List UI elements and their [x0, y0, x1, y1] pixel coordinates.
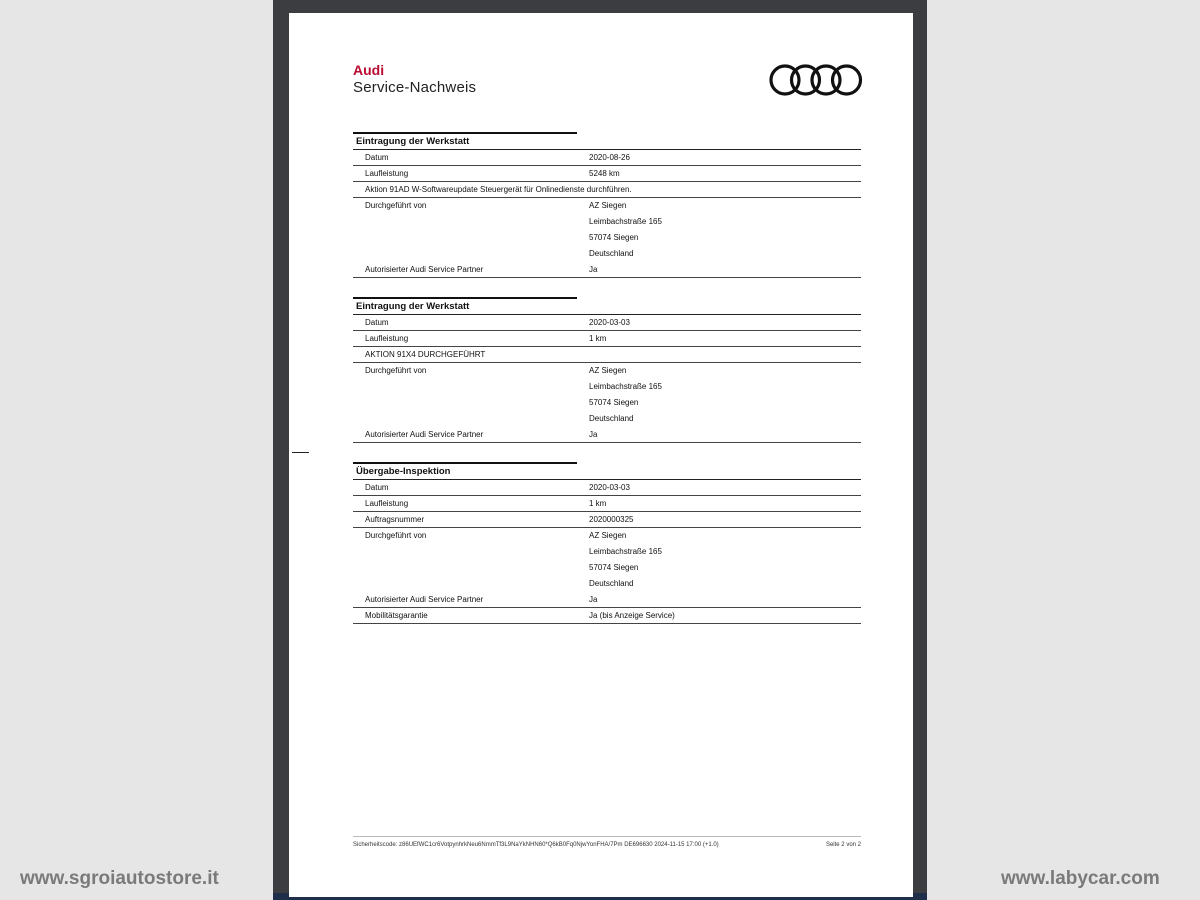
work-note: AKTION 91X4 DURCHGEFÜHRT — [365, 350, 486, 359]
date-value: 2020-08-26 — [589, 153, 630, 162]
mileage-row — [353, 496, 861, 512]
partner-row — [353, 427, 861, 443]
partner-row — [353, 592, 861, 608]
mileage-value: 5248 km — [589, 169, 620, 178]
address-row — [353, 230, 861, 246]
order-number-row — [353, 512, 861, 528]
mobility-guarantee-value: Ja (bis Anzeige Service) — [589, 611, 675, 620]
date-row — [353, 150, 861, 166]
page-footer — [353, 836, 861, 848]
mobility-guarantee-label: Mobilitätsgarantie — [365, 611, 428, 620]
service-entry-1 — [353, 132, 861, 278]
security-code: Sicherheitscode: z86UEfWC1cr6VotpynhrkNeu6NmmTf3L9NaYkNHN60*Q6kB0Fq0NjwYonFHA/7Pm DE696630 2024-11-15 17:00 (+1.0) — [353, 842, 719, 848]
workshop-country: Deutschland — [589, 579, 634, 588]
workshop-name: AZ Siegen — [589, 531, 627, 540]
workshop-city: 57074 Siegen — [589, 398, 639, 407]
partner-value: Ja — [589, 265, 598, 274]
workshop-country: Deutschland — [589, 249, 634, 258]
date-row — [353, 480, 861, 496]
partner-value: Ja — [589, 595, 598, 604]
work-note: Aktion 91AD W-Softwareupdate Steuergerät für Onlinedienste durchführen. — [365, 185, 632, 194]
address-row — [353, 379, 861, 395]
handover-inspection — [353, 462, 861, 624]
address-row — [353, 395, 861, 411]
address-row — [353, 246, 861, 262]
mileage-value: 1 km — [589, 499, 607, 508]
address-row — [353, 560, 861, 576]
mobility-guarantee-row — [353, 608, 861, 624]
partner-label: Autorisierter Audi Service Partner — [365, 430, 484, 439]
mileage-row — [353, 166, 861, 182]
mileage-value: 1 km — [589, 334, 607, 343]
audi-rings-icon — [769, 62, 863, 98]
date-value: 2020-03-03 — [589, 483, 630, 492]
partner-label: Autorisierter Audi Service Partner — [365, 265, 484, 274]
date-value: 2020-03-03 — [589, 318, 630, 327]
date-label: Datum — [365, 153, 389, 162]
address-row — [353, 544, 861, 560]
section-title: Übergabe-Inspektion — [353, 464, 861, 480]
work-note-row — [353, 182, 861, 198]
performed-by-row — [353, 198, 861, 214]
address-row — [353, 214, 861, 230]
order-number-value: 2020000325 — [589, 515, 634, 524]
performed-by-row — [353, 363, 861, 379]
margin-mark — [292, 452, 309, 453]
workshop-street: Leimbachstraße 165 — [589, 547, 662, 556]
brand-name: Audi — [353, 62, 385, 78]
document-page — [289, 13, 913, 897]
address-row — [353, 411, 861, 427]
watermark-left: www.sgroiautostore.it — [20, 868, 219, 889]
order-number-label: Auftragsnummer — [365, 515, 425, 524]
section-title: Eintragung der Werkstatt — [353, 299, 861, 315]
watermark-right: www.labycar.com — [1001, 868, 1160, 889]
partner-label: Autorisierter Audi Service Partner — [365, 595, 484, 604]
workshop-country: Deutschland — [589, 414, 634, 423]
workshop-city: 57074 Siegen — [589, 563, 639, 572]
section-title: Eintragung der Werkstatt — [353, 134, 861, 150]
workshop-city: 57074 Siegen — [589, 233, 639, 242]
date-row — [353, 315, 861, 331]
service-entry-2 — [353, 297, 861, 443]
address-row — [353, 576, 861, 592]
partner-value: Ja — [589, 430, 598, 439]
mileage-label: Laufleistung — [365, 499, 409, 508]
performed-by-label: Durchgeführt von — [365, 531, 427, 540]
work-note-row — [353, 347, 861, 363]
workshop-street: Leimbachstraße 165 — [589, 382, 662, 391]
mileage-label: Laufleistung — [365, 334, 409, 343]
workshop-name: AZ Siegen — [589, 201, 627, 210]
mileage-row — [353, 331, 861, 347]
date-label: Datum — [365, 318, 389, 327]
performed-by-label: Durchgeführt von — [365, 366, 427, 375]
document-title: Service-Nachweis — [353, 79, 477, 96]
workshop-name: AZ Siegen — [589, 366, 627, 375]
partner-row — [353, 262, 861, 278]
mileage-label: Laufleistung — [365, 169, 409, 178]
workshop-street: Leimbachstraße 165 — [589, 217, 662, 226]
date-label: Datum — [365, 483, 389, 492]
page-indicator: Seite 2 von 2 — [825, 842, 861, 848]
performed-by-label: Durchgeführt von — [365, 201, 427, 210]
performed-by-row — [353, 528, 861, 544]
